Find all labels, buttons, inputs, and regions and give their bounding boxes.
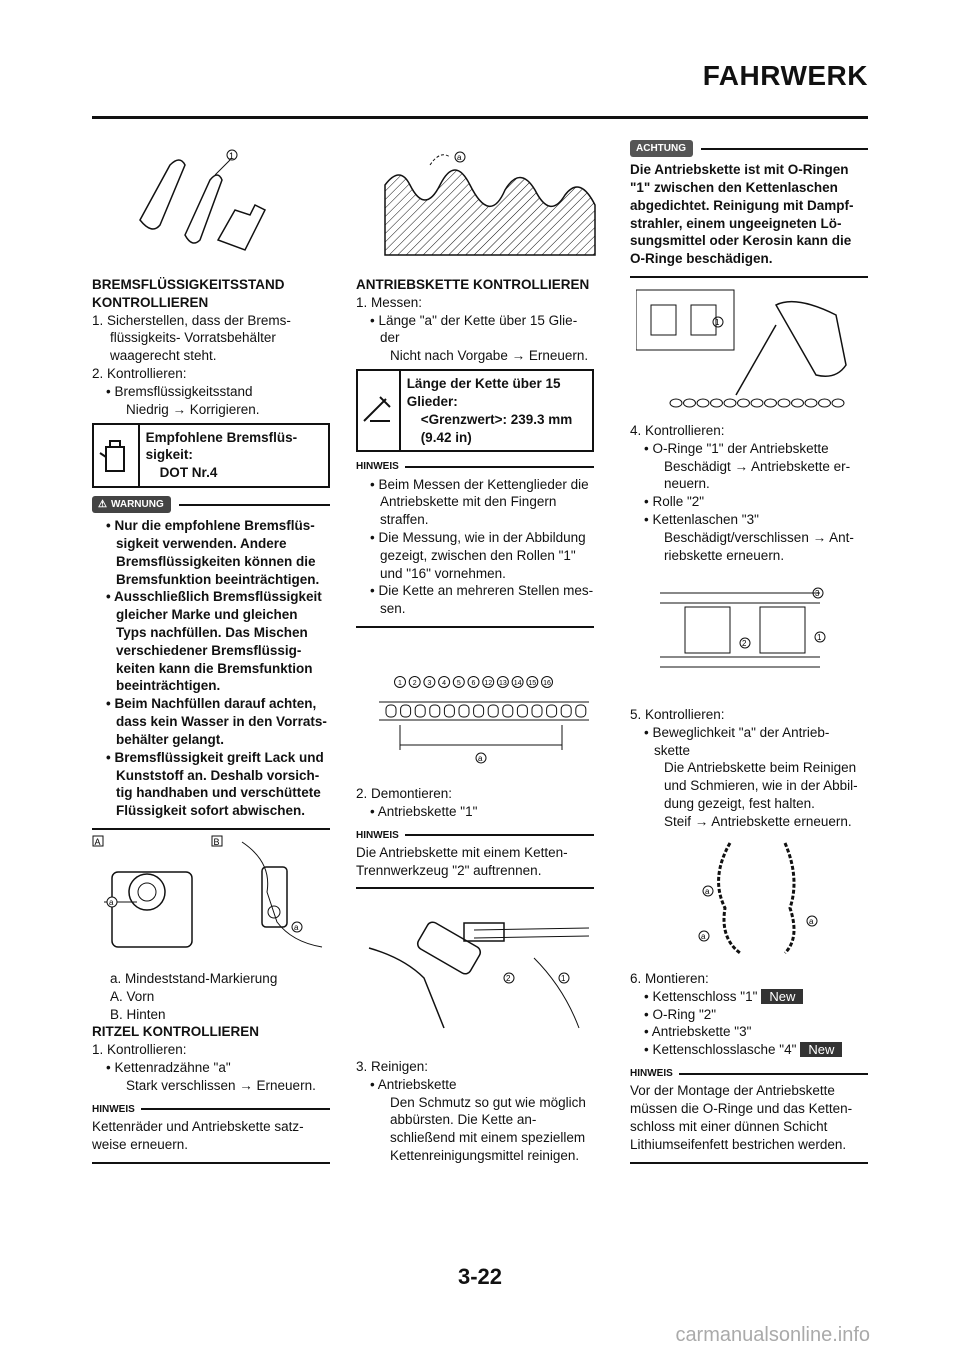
section-title-chain: ANTRIEBSKETTE KONTROLLIEREN — [356, 277, 590, 292]
callout-1: 1 — [715, 318, 720, 327]
column-3-step5 — [630, 706, 868, 831]
chain-roller — [561, 705, 571, 717]
chain-link — [751, 399, 763, 407]
new-badge: New — [761, 989, 803, 1004]
chain-roller-numbers — [395, 677, 553, 688]
step-3: 3. Reinigen: — [356, 1059, 429, 1074]
step-1: 1. Sicherstellen, dass der Brems- flüssigkeits- Vorratsbehälter waagerecht steht. — [92, 312, 291, 364]
bullet-o-ring: • O-Ring "2" — [644, 1006, 717, 1022]
legend-item: A. Vorn — [110, 988, 155, 1004]
page-title: FAHRWERK — [702, 60, 868, 91]
step-4: 4. Kontrollieren: — [630, 423, 725, 438]
step-2: 2. Demontieren: — [356, 786, 453, 801]
roller-number: 4 — [442, 680, 447, 687]
bullet-chain-length-detail: Nicht nach Vorgabe → Erneuern. — [390, 348, 589, 364]
note-text: Kettenräder und Antriebskette satz- weise erneuern. — [92, 1118, 304, 1152]
warning-header — [92, 496, 330, 513]
callout-a: a — [478, 754, 483, 763]
callout-a: a — [294, 923, 299, 932]
spec-box-chain-length — [356, 369, 594, 452]
chain-roller — [444, 705, 454, 717]
bullet-drive-chain: • Antriebskette "3" — [644, 1024, 752, 1040]
chain-measure-figure — [374, 670, 594, 770]
note-header — [92, 1103, 330, 1116]
roller-number: 3 — [427, 680, 432, 687]
roller-number: 12 — [484, 680, 493, 687]
section-title-sprocket: RITZEL KONTROLLIEREN — [92, 1024, 259, 1040]
brake-reservoir-figure — [92, 832, 332, 962]
chain-link — [819, 399, 831, 407]
chain-spray-figure — [636, 285, 856, 415]
bullet-chain-length: • Länge "a" der Kette über 15 Glie- der — [370, 312, 578, 346]
callout-1: 1 — [561, 974, 566, 983]
chain-link — [792, 399, 804, 407]
section-title-brake-fluid: BREMSFLÜSSIGKEITSSTAND KONTROLLIEREN — [92, 277, 285, 310]
chain-link — [724, 399, 736, 407]
bullet-teeth: • Kettenradzähne "a" — [106, 1060, 231, 1076]
chain-roller — [401, 705, 411, 717]
callout-1: 1 — [817, 633, 822, 642]
roller-number: 1 — [398, 680, 402, 687]
chain-link — [684, 399, 696, 407]
caution-header — [630, 140, 868, 157]
callout-a: a — [109, 898, 114, 907]
chain-rollers — [386, 705, 586, 717]
callout-a: a — [809, 917, 814, 926]
warning-item: • Bremsflüssigkeit greift Lack und Kunststoff an. Deshalb vorsich- tig handhaben und verschüttete Flüssigkeit sofort abwischen. — [106, 749, 324, 819]
roller-number: 13 — [499, 680, 507, 687]
column-2-lower — [356, 1058, 594, 1165]
bullet-clean-chain: • Antriebskette — [370, 1076, 457, 1092]
callout-1: 1 — [229, 151, 235, 161]
note-label: HINWEIS — [92, 1103, 135, 1115]
step-6: 6. Montieren: — [630, 971, 709, 986]
bullet-flexibility-detail: Die Antriebskette beim Reinigen und Schmieren, wie in der Abbil- dung gezeigt, fest halten. — [664, 760, 858, 812]
note-header — [356, 460, 594, 473]
note-label: HINWEIS — [356, 461, 399, 473]
caution-text: Die Antriebskette ist mit O-Ringen "1" zwischen den Kettenlaschen abgedichtet. Reinigung mit Dampf- strahler, einem ungeeigneten Lö- sungsmittel oder Kerosin kann die O-Ringe beschädigen. — [630, 162, 854, 267]
callout-a: a — [705, 887, 710, 896]
bullet-o-rings-detail: Beschädigt → Antriebskette er- neuern. — [664, 458, 851, 492]
fluid-can-icon — [94, 425, 140, 486]
chain-roller — [517, 705, 527, 717]
watermark: carmanualsonline.info — [675, 1324, 870, 1346]
callout-3: 3 — [815, 589, 820, 598]
bullet-master-link — [630, 988, 868, 1006]
bullet-o-rings: • O-Ringe "1" der Antriebskette — [644, 440, 829, 456]
bullet-plates: • Kettenlaschen "3" — [644, 512, 759, 528]
chain-roller — [430, 705, 440, 717]
note-item: • Die Messung, wie in der Abbildung gezeigt, zwischen den Rollen "1" und "16" vornehmen. — [370, 529, 586, 581]
bullet-plates-detail: Beschädigt/verschlissen → Ant- riebskette erneuern. — [664, 529, 854, 563]
spec-box-brake-fluid — [92, 423, 330, 488]
warning-item: • Ausschließlich Bremsflüssigkeit gleicher Marke und gleichen Typs nachfüllen. Das Mischen verschiedener Bremsflüssig- keiten kann die Bremsfunktion beeinträchtigen. — [106, 589, 322, 694]
chain-flex-figure — [690, 838, 830, 958]
legend-item: a. Mindeststand-Markierung — [110, 971, 278, 986]
roller-number: 14 — [513, 680, 522, 687]
column-1 — [92, 276, 330, 838]
bullet-fluid-level-detail: Niedrig → Korrigieren. — [126, 401, 260, 417]
roller-number: 16 — [543, 680, 551, 687]
chain-link — [670, 399, 682, 407]
chain-parts-figure — [660, 585, 860, 675]
chain-roller — [386, 705, 396, 717]
note-label: HINWEIS — [630, 1068, 673, 1080]
callout-2: 2 — [506, 974, 511, 983]
roller-number: 6 — [471, 680, 476, 687]
chain-link — [805, 399, 817, 407]
step-1: 1. Kontrollieren: — [92, 1042, 187, 1058]
spec-value: <Grenzwert>: 239.3 mm (9.42 in) — [420, 411, 573, 445]
caution-badge: ACHTUNG — [630, 140, 693, 157]
header-rule — [92, 116, 868, 119]
column-2-middle — [356, 785, 594, 897]
chain-breaker-figure — [364, 898, 594, 1038]
callout-2: 2 — [742, 639, 747, 648]
chain-roller — [488, 705, 498, 717]
note-text: Vor der Montage der Antriebskette müssen die O-Ringe und das Ketten- schloss mit einer dünnen Schicht Lithiumseifenfett bestrichen werden. — [630, 1083, 853, 1152]
step-1: 1. Messen: — [356, 294, 423, 310]
roller-number: 2 — [412, 680, 417, 687]
bullet-remove-chain: • Antriebskette "1" — [370, 803, 478, 819]
chain-link — [778, 399, 790, 407]
chain-roller — [547, 705, 557, 717]
figure-label-b: B — [213, 837, 220, 847]
chain-link — [697, 399, 709, 407]
callout-a: a — [457, 153, 462, 162]
note-header — [630, 1067, 868, 1080]
chain-roller — [459, 705, 469, 717]
callout-a: a — [701, 932, 706, 941]
warning-item: • Beim Nachfüllen darauf achten, dass kein Wasser in den Vorrats- behälter gelangt. — [106, 696, 327, 747]
bullet-link-plate — [630, 1041, 868, 1059]
note-header — [356, 829, 594, 842]
spec-value: DOT Nr.4 — [159, 465, 218, 481]
chain-link — [711, 399, 723, 407]
bullet-link-plate-label: • Kettenschlosslasche "4" — [644, 1042, 797, 1058]
chain-link — [765, 399, 777, 407]
figure-label-a: A — [94, 837, 101, 847]
chain-link — [832, 399, 844, 407]
column-3-step4 — [630, 422, 868, 565]
warning-badge: ⚠ WARNUNG — [92, 496, 171, 513]
bullet-flexibility: • Beweglichkeit "a" der Antrieb- skette — [644, 724, 830, 758]
note-label: HINWEIS — [356, 829, 399, 841]
chain-roller — [474, 705, 484, 717]
bullet-master-link-label: • Kettenschloss "1" — [644, 988, 758, 1004]
bullet-teeth-detail: Stark verschlissen → Erneuern. — [126, 1077, 316, 1093]
brake-pads-figure — [130, 140, 280, 255]
bullet-flexibility-result: Steif → Antriebskette erneuern. — [664, 813, 852, 829]
new-badge: New — [800, 1042, 842, 1057]
sprocket-teeth-figure — [380, 145, 600, 260]
column-3 — [630, 140, 868, 286]
warning-item: • Nur die empfohlene Bremsflüs- sigkeit verwenden. Andere Bremsflüssigkeiten können die Bremsfunktion beeinträchtigen. — [106, 518, 320, 587]
chain-links — [670, 399, 844, 407]
step-5: 5. Kontrollieren: — [630, 707, 725, 722]
note-item: • Beim Messen der Kettenglieder die Antriebskette mit den Fingern straffen. — [370, 476, 589, 528]
chain-roller — [415, 705, 425, 717]
bullet-fluid-level: • Bremsflüssigkeitsstand — [106, 383, 253, 399]
legend-item: B. Hinten — [110, 1006, 166, 1022]
spec-label: Empfohlene Bremsflüs- sigkeit: — [145, 429, 298, 463]
caliper-icon — [358, 371, 401, 450]
column-2 — [356, 276, 594, 636]
spec-label: Länge der Kette über 15 Glieder: — [406, 376, 561, 409]
roller-number: 15 — [528, 680, 537, 687]
page-number: 3-22 — [457, 1264, 503, 1289]
note-item: • Die Kette an mehreren Stellen mes- sen. — [370, 583, 594, 617]
bullet-roller: • Rolle "2" — [644, 494, 705, 510]
note-text: Die Antriebskette mit einem Ketten- Trennwerkzeug "2" auftrennen. — [356, 844, 568, 878]
chain-roller — [503, 705, 513, 717]
chain-roller — [576, 705, 586, 717]
step-2: 2. Kontrollieren: — [92, 366, 187, 382]
bullet-clean-chain-detail: Den Schmutz so gut wie möglich abbürsten. Die Kette an- schließend mit einem speziellem Kettenreinigungsmittel reinigen. — [390, 1094, 586, 1164]
column-3-step6 — [630, 970, 868, 1172]
chain-roller — [532, 705, 542, 717]
column-1-lower — [92, 970, 330, 1172]
roller-number: 5 — [456, 680, 461, 687]
chain-link — [738, 399, 750, 407]
